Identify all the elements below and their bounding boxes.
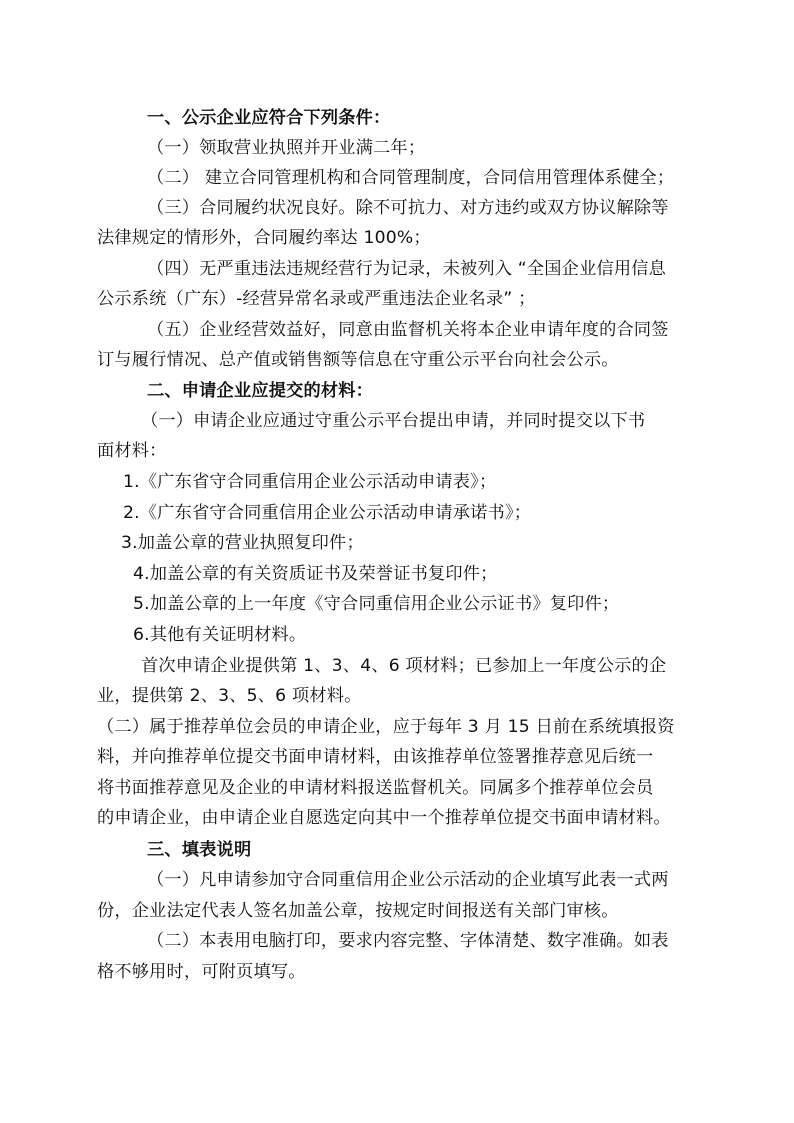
section1-item-5-line1: （五）企业经营效益好，同意由监督机关将本企业申请年度的合同签 bbox=[147, 320, 669, 340]
material-list-item-6: 6.其他有关证明材料。 bbox=[133, 625, 307, 645]
material-list-item-5: 5.加盖公章的上一年度《守合同重信用企业公示证书》复印件； bbox=[133, 594, 620, 614]
section3-heading: 三、填表说明 bbox=[147, 840, 252, 860]
section1-item-3-line2: 法律规定的情形外，合同履约率达 100%； bbox=[97, 228, 431, 248]
section2-item2-line3: 将书面推荐意见及企业的申请材料报送监督机关。同属多个推荐单位会员 bbox=[97, 778, 654, 798]
section2-heading: 二、申请企业应提交的材料： bbox=[147, 381, 374, 401]
material-list-item-2: 2.《广东省守合同重信用企业公示活动申请承诺书》； bbox=[123, 503, 532, 523]
section3-item2-line2: 格不够用时，可附页填写。 bbox=[97, 962, 306, 982]
section1-heading: 一、公示企业应符合下列条件： bbox=[147, 108, 391, 128]
section3-item2-line1: （二）本表用电脑打印，要求内容完整、字体清楚、数字准确。如表 bbox=[147, 931, 669, 951]
section2-note-line1: 首次申请企业提供第 1、3、4、6 项材料；已参加上一年度公示的企 bbox=[141, 656, 667, 676]
section1-item-1: （一）领取营业执照并开业满二年； bbox=[147, 138, 426, 158]
section1-item-3-line1: （三）合同履约状况良好。除不可抗力、对方违约或双方协议解除等 bbox=[147, 198, 669, 218]
section2-item2-line4: 的申请企业，由申请企业自愿选定向其中一个推荐单位提交书面申请材料。 bbox=[97, 808, 671, 828]
section2-intro-line1: （一）申请企业应通过守重公示平台提出申请，并同时提交以下书 bbox=[141, 411, 646, 431]
material-list-item-1: 1.《广东省守合同重信用企业公示活动申请表》； bbox=[123, 472, 497, 492]
section1-item-2: （二） 建立合同管理机构和合同管理制度，合同信用管理体系健全； bbox=[147, 168, 675, 188]
section2-item2-line1: （二）属于推荐单位会员的申请企业，应于每年 3 月 15 日前在系统填报资 bbox=[97, 717, 675, 737]
section1-item-4-line2: 公示系统（广东）-经营异常名录或严重违法企业名录” ； bbox=[97, 289, 536, 309]
section1-item-5-line2: 订与履行情况、总产值或销售额等信息在守重公示平台向社会公示。 bbox=[97, 350, 619, 370]
section2-note-line2: 业，提供第 2、3、5、6 项材料。 bbox=[97, 686, 362, 706]
section2-intro-line2: 面材料： bbox=[97, 441, 167, 461]
material-list-item-4: 4.加盖公章的有关资质证书及荣誉证书复印件； bbox=[133, 564, 498, 584]
section3-item1-line2: 份，企业法定代表人签名加盖公章，按规定时间报送有关部门审核。 bbox=[97, 901, 619, 921]
section1-item-4-line1: （四）无严重违法违规经营行为记录，未被列入 “全国企业信用信息 bbox=[147, 259, 667, 279]
material-list-item-3: 3.加盖公章的营业执照复印件； bbox=[121, 533, 364, 553]
section3-item1-line1: （一）凡申请参加守合同重信用企业公示活动的企业填写此表一式两 bbox=[147, 870, 669, 890]
section2-item2-line2: 料，并向推荐单位提交书面申请材料，由该推荐单位签署推荐意见后统一 bbox=[97, 747, 654, 767]
